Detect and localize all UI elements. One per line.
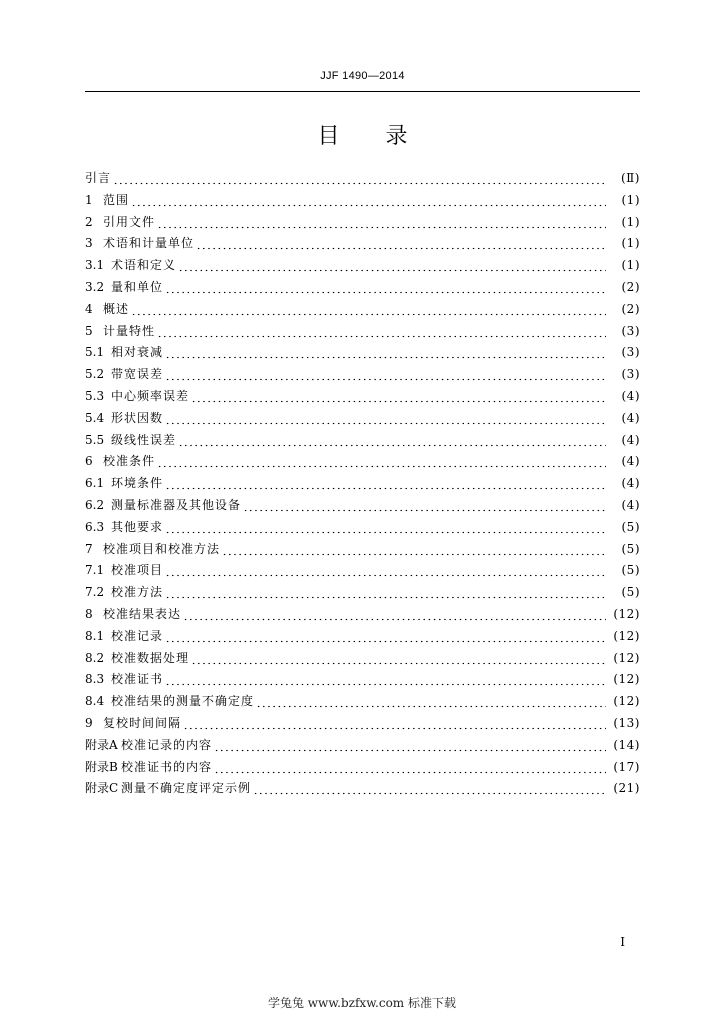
toc-entry-number: 6.2 [85,497,105,512]
toc-entry-label: 引言 [85,171,112,185]
toc-entry-page: (4) [621,476,640,491]
toc-entry-label: 校准项目 [111,563,164,578]
toc-entry[interactable] [85,430,640,452]
toc-entry[interactable] [85,255,640,277]
toc-leader-dots [196,233,606,255]
toc-leader-dots [214,757,606,779]
toc-entry[interactable] [85,321,640,343]
toc-entry-label: 带宽误差 [111,367,164,382]
toc-leader-dots [113,168,606,190]
toc-entry[interactable] [85,669,640,691]
toc-leader-dots [178,430,606,452]
toc-leader-dots [183,713,606,735]
toc-entry-label: 校准证书的内容 [121,759,213,774]
toc-entry[interactable] [85,713,640,735]
toc-entry-page: (3) [621,345,640,360]
toc-entry-number: 8 [85,606,93,621]
page-title: 目录 [317,124,454,149]
toc-entry-label: 校准方法 [111,585,164,600]
toc-leader-dots [178,255,606,277]
toc-leader-dots [131,190,606,212]
toc-entry[interactable] [85,626,640,648]
toc-entry-label: 范围 [103,192,130,207]
toc-entry-label: 校准项目和校准方法 [103,541,221,556]
toc-entry-page: (21) [613,781,640,796]
toc-entry-number: 8.4 [85,694,105,709]
toc-entry[interactable] [85,408,640,430]
toc-entry-number: 6.3 [85,519,105,534]
toc-entry-label: 校准记录的内容 [121,737,213,752]
toc-entry-label: 形状因数 [111,410,164,425]
toc-entry-page: (14) [613,737,640,752]
toc-entry-page: (5) [621,519,640,534]
page-number: I [620,935,625,949]
toc-leader-dots [157,212,606,234]
toc-entry-number: 5.3 [85,388,105,403]
toc-entry-label: 其他要求 [111,519,164,534]
toc-leader-dots [214,735,606,757]
toc-entry-number: 7.1 [85,563,105,578]
toc-entry-page: (5) [621,563,640,578]
toc-entry-number: 6 [85,454,93,469]
toc-leader-dots [165,408,606,430]
toc-leader-dots [191,386,606,408]
toc-entry-page: (13) [613,715,640,730]
toc-leader-dots [222,539,606,561]
toc-entry-label: 相对衰减 [111,345,164,360]
toc-entry-page: (12) [613,694,640,709]
toc-entry-page: (Ⅱ) [620,171,640,185]
toc-entry-label: 校准数据处理 [111,650,190,665]
toc-entry[interactable] [85,168,640,190]
toc-entry-number: 3.2 [85,279,105,294]
toc-entry[interactable] [85,342,640,364]
toc-leader-dots [165,669,606,691]
toc-entry-number: 5.5 [85,432,105,447]
toc-entry-number: 5 [85,323,93,338]
toc-entry-page: (4) [621,497,640,512]
document-code-header: JJF 1490—2014 [320,70,405,82]
toc-entry-number: 1 [85,192,93,207]
toc-entry-label: 量和单位 [111,279,164,294]
toc-leader-dots [165,277,606,299]
toc-entry[interactable] [85,582,640,604]
toc-entry-page: (3) [621,323,640,338]
toc-entry-page: (12) [613,606,640,621]
toc-entry[interactable] [85,539,640,561]
toc-entry[interactable] [85,778,640,800]
toc-leader-dots [191,648,606,670]
watermark-text: 学兔兔 www.bzfxw.com 标准下载 [267,996,457,1010]
toc-entry-number: 附录B [85,759,118,774]
toc-leader-dots [165,582,606,604]
toc-entry-number: 4 [85,301,93,316]
toc-leader-dots [157,451,606,473]
toc-entry-number: 附录A [85,737,118,752]
toc-entry[interactable] [85,648,640,670]
toc-entry[interactable] [85,364,640,386]
toc-leader-dots [165,517,606,539]
toc-entry-label: 测量标准器及其他设备 [111,497,242,512]
toc-leader-dots [165,473,606,495]
toc-entry[interactable] [85,495,640,517]
toc-entry-page: (4) [621,410,640,425]
toc-entry-page: (12) [613,672,640,687]
toc-entry-label: 级线性误差 [111,432,177,447]
toc-leader-dots [165,364,606,386]
toc-entry-page: (4) [621,388,640,403]
toc-entry[interactable] [85,386,640,408]
toc-entry-number: 7 [85,541,93,556]
toc-entry[interactable] [85,451,640,473]
toc-entry-number: 5.4 [85,410,105,425]
toc-entry-label: 校准条件 [103,454,156,469]
toc-entry-page: (2) [621,301,640,316]
toc-entry-number: 5.2 [85,367,105,382]
toc-entry[interactable] [85,691,640,713]
toc-entry-page: (4) [621,432,640,447]
toc-entry[interactable] [85,757,640,779]
toc-leader-dots [243,495,606,517]
toc-entry[interactable] [85,473,640,495]
toc-entry-label: 引用文件 [103,214,156,229]
toc-entry[interactable] [85,604,640,626]
toc-entry[interactable] [85,517,640,539]
toc-entry-page: (3) [621,367,640,382]
toc-entry[interactable] [85,233,640,255]
toc-entry-page: (17) [613,759,640,774]
toc-leader-dots [183,604,606,626]
toc-entry-number: 附录C [85,781,119,796]
toc-entry-number: 8.1 [85,628,105,643]
table-of-contents [85,168,640,800]
toc-entry-number: 3.1 [85,258,105,273]
toc-entry-page: (1) [621,214,640,229]
toc-entry-page: (2) [621,279,640,294]
toc-leader-dots [256,691,606,713]
toc-entry-label: 校准结果的测量不确定度 [111,694,255,709]
toc-entry-number: 2 [85,214,93,229]
toc-entry-number: 9 [85,715,93,730]
toc-entry-page: (1) [621,258,640,273]
toc-entry-number: 6.1 [85,476,105,491]
toc-entry-label: 环境条件 [111,476,164,491]
toc-entry-label: 测量不确定度评定示例 [121,781,252,796]
toc-entry[interactable] [85,212,640,234]
toc-entry-page: (5) [621,541,640,556]
toc-entry[interactable] [85,560,640,582]
toc-entry-page: (12) [613,628,640,643]
toc-leader-dots [157,321,606,343]
toc-entry-number: 5.1 [85,345,105,360]
toc-leader-dots [253,778,606,800]
toc-entry[interactable] [85,190,640,212]
toc-entry-number: 8.2 [85,650,105,665]
toc-entry-label: 计量特性 [103,323,156,338]
toc-entry-label: 校准证书 [111,672,164,687]
toc-leader-dots [131,299,606,321]
toc-entry[interactable] [85,299,640,321]
toc-entry[interactable] [85,277,640,299]
toc-entry-label: 中心频率误差 [111,388,190,403]
toc-entry-number: 3 [85,236,93,251]
toc-entry-page: (1) [621,236,640,251]
header-rule [85,91,640,92]
toc-entry[interactable] [85,735,640,757]
toc-entry-label: 复校时间间隔 [103,715,182,730]
toc-entry-label: 校准记录 [111,628,164,643]
toc-leader-dots [165,342,606,364]
toc-leader-dots [165,626,606,648]
toc-entry-page: (1) [621,192,640,207]
toc-entry-label: 校准结果表达 [103,606,182,621]
toc-leader-dots [165,560,606,582]
toc-entry-label: 概述 [103,301,130,316]
toc-entry-page: (12) [613,650,640,665]
toc-entry-page: (4) [621,454,640,469]
toc-entry-label: 术语和计量单位 [103,236,195,251]
toc-entry-number: 7.2 [85,585,105,600]
toc-entry-number: 8.3 [85,672,105,687]
toc-entry-label: 术语和定义 [111,258,177,273]
toc-entry-page: (5) [621,585,640,600]
